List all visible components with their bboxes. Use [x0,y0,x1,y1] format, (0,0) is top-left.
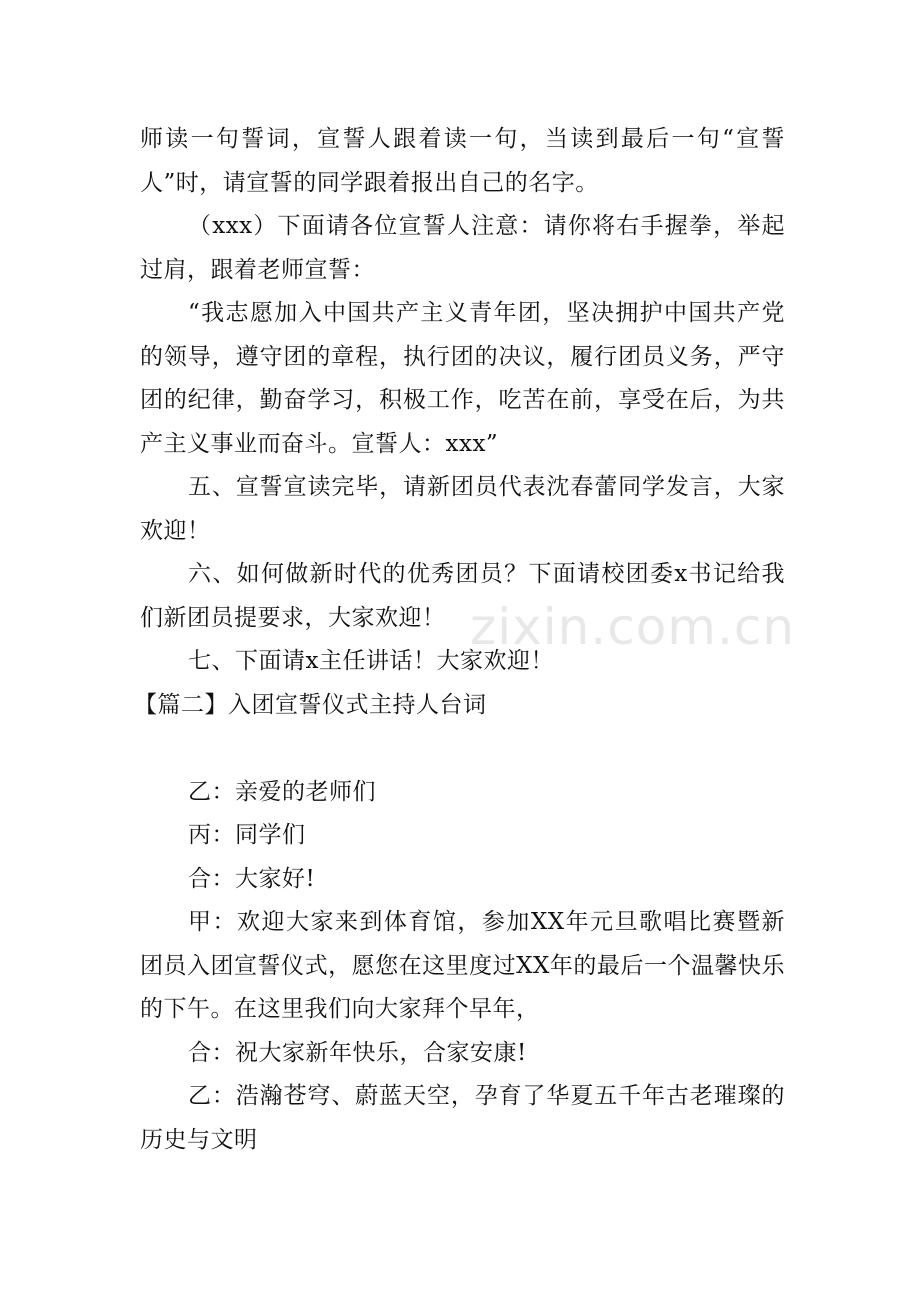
dialogue-line: 合：祝大家新年快乐，合家安康! [188,1039,527,1066]
dialogue-line: 乙：浩瀚苍穹、蔚蓝天空，孕育了华夏五千年古老璀璨的历史与文明 [140,1083,785,1153]
blank-line [140,727,785,771]
paragraph-oath-instruction: 师读一句誓词，宣誓人跟着读一句，当读到最后一句“宣誓人”时，请宣誓的同学跟着报出自己的名字。 [140,126,785,196]
dialogue-line: 甲：欢迎大家来到体育馆，参加XX年元旦歌唱比赛暨新团员入团宣誓仪式，愿您在这里度过XX年的最后一个温馨快乐的下午。在这里我们向大家拜个早年， [140,909,785,1022]
dialogue-line: 乙：亲爱的老师们 [188,778,376,805]
paragraph-step-six: 六、如何做新时代的优秀团员？下面请校团委x书记给我们新团员提要求，大家欢迎！ [140,561,785,631]
paragraph-oath-prompt: （xxx）下面请各位宣誓人注意：请你将右手握拳，举起过肩，跟着老师宣誓： [140,213,785,283]
paragraph-step-five: 五、宣誓宣读完毕，请新团员代表沈春蕾同学发言，大家欢迎！ [140,474,785,544]
paragraph-oath-text: “我志愿加入中国共产主义青年团，坚决拥护中国共产党的领导，遵守团的章程，执行团的决议，履行团员义务，严守团的纪律，勤奋学习，积极工作，吃苦在前，享受在后，为共产主义事业而奋斗。宣誓人：xxx” [140,300,785,457]
paragraph-step-seven: 七、下面请x主任讲话！大家欢迎！ [188,648,554,674]
section-heading: 【篇二】入团宣誓仪式主持人台词 [134,691,487,718]
watermark-text: zixin.com.cn [470,598,796,656]
dialogue-line: 丙：同学们 [188,822,306,848]
document-body [134,118,785,1162]
dialogue-line: 合：大家好! [188,865,316,892]
